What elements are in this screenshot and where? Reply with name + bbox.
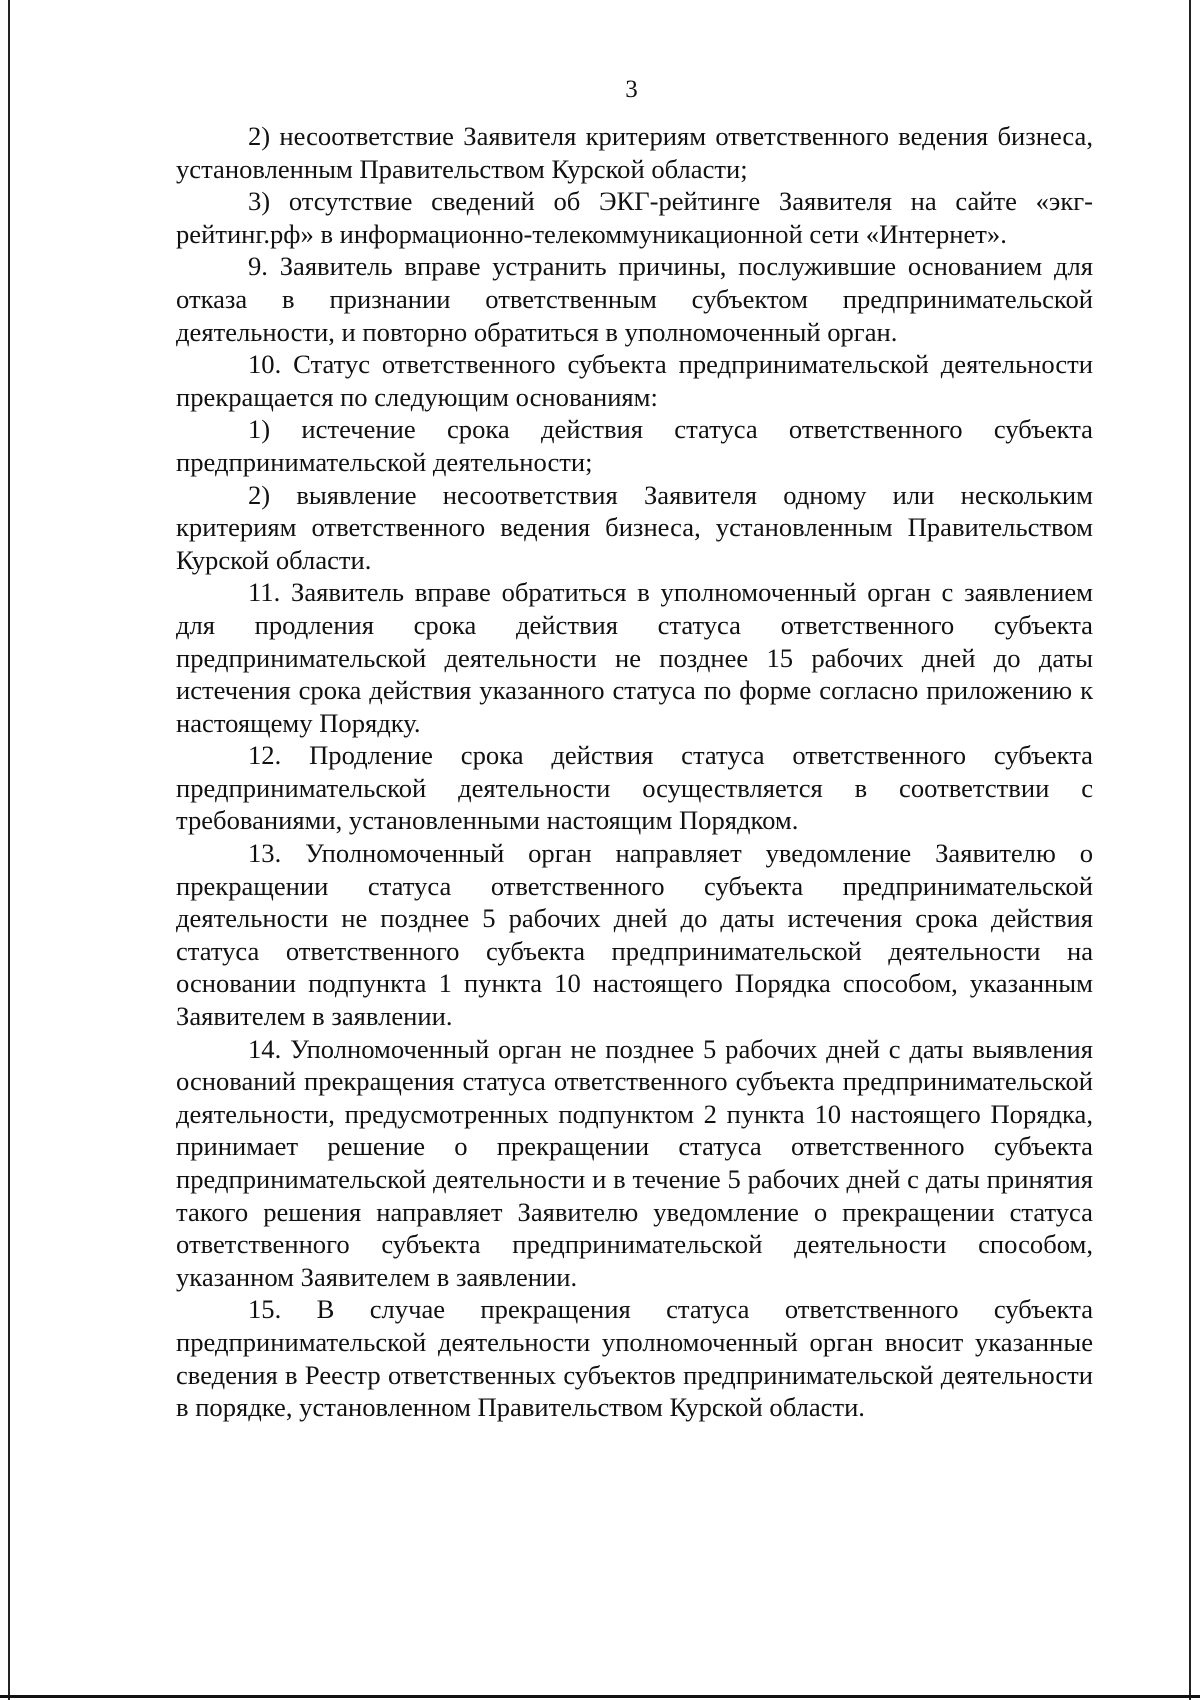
paragraph-9: 9. Заявитель вправе устранить причины, послужившие основанием для отказа в признании ответственным субъектом предпринимательской деятельности, и повторно обратиться в уполномоченный орган. xyxy=(176,251,1093,347)
paragraph-12: 12. Продление срока действия статуса ответственного субъекта предпринимательской деятельности осуществляется в соответствии с требованиями, установленными настоящим Порядком. xyxy=(176,740,1093,836)
scan-bottom-edge xyxy=(0,1695,1200,1698)
paragraph-item-2-noncompliance: 2) несоответствие Заявителя критериям ответственного ведения бизнеса, установленным Правительством Курской области; xyxy=(176,121,1093,184)
scan-right-edge xyxy=(1189,0,1191,1700)
paragraph-10-item-2: 2) выявление несоответствия Заявителя одному или нескольким критериям ответственного ведения бизнеса, установленным Правительством Курской области. xyxy=(176,479,1093,575)
paragraph-11: 11. Заявитель вправе обратиться в уполномоченный орган с заявлением для продления срока действия статуса ответственного субъекта предпринимательской деятельности не позднее 15 рабочих дней до даты истечения срока действия указанного статуса по форме согласно приложению к настоящему Порядку. xyxy=(176,577,1093,738)
scan-left-edge xyxy=(8,0,10,1700)
paragraph-15: 15. В случае прекращения статуса ответственного субъекта предпринимательской деятельности уполномоченный орган вносит указанные сведения в Реестр ответственных субъектов предпринимательской деятельности в порядке, установленном Правительством Курской области. xyxy=(176,1294,1093,1423)
paragraph-13: 13. Уполномоченный орган направляет уведомление Заявителю о прекращении статуса ответственного субъекта предпринимательской деятельности не позднее 5 рабочих дней до даты истечения срока действия статуса ответственного субъекта предпринимательской деятельности на основании подпункта 1 пункта 10 настоящего Порядка способом, указанным Заявителем в заявлении. xyxy=(176,838,1093,1032)
paragraph-10: 10. Статус ответственного субъекта предпринимательской деятельности прекращается по следующим основаниям: xyxy=(176,349,1093,412)
paragraph-item-3-no-rating: 3) отсутствие сведений об ЭКГ-рейтинге Заявителя на сайте «экг-рейтинг.рф» в информационно-телекоммуникационной сети «Интернет». xyxy=(176,186,1093,249)
paragraph-14: 14. Уполномоченный орган не позднее 5 рабочих дней с даты выявления оснований прекращения статуса ответственного субъекта предпринимательской деятельности, предусмотренных подпунктом 2 пункта 10 настоящего Порядка, принимает решение о прекращении статуса ответственного субъекта предпринимательской деятельности и в течение 5 рабочих дней с даты принятия такого решения направляет Заявителю уведомление о прекращении статуса ответственного субъекта предпринимательской деятельности способом, указанном Заявителем в заявлении. xyxy=(176,1033,1093,1292)
page-number: 3 xyxy=(625,76,638,103)
document-body xyxy=(176,120,1093,1424)
paragraph-10-item-1: 1) истечение срока действия статуса ответственного субъекта предпринимательской деятельности; xyxy=(176,414,1093,477)
